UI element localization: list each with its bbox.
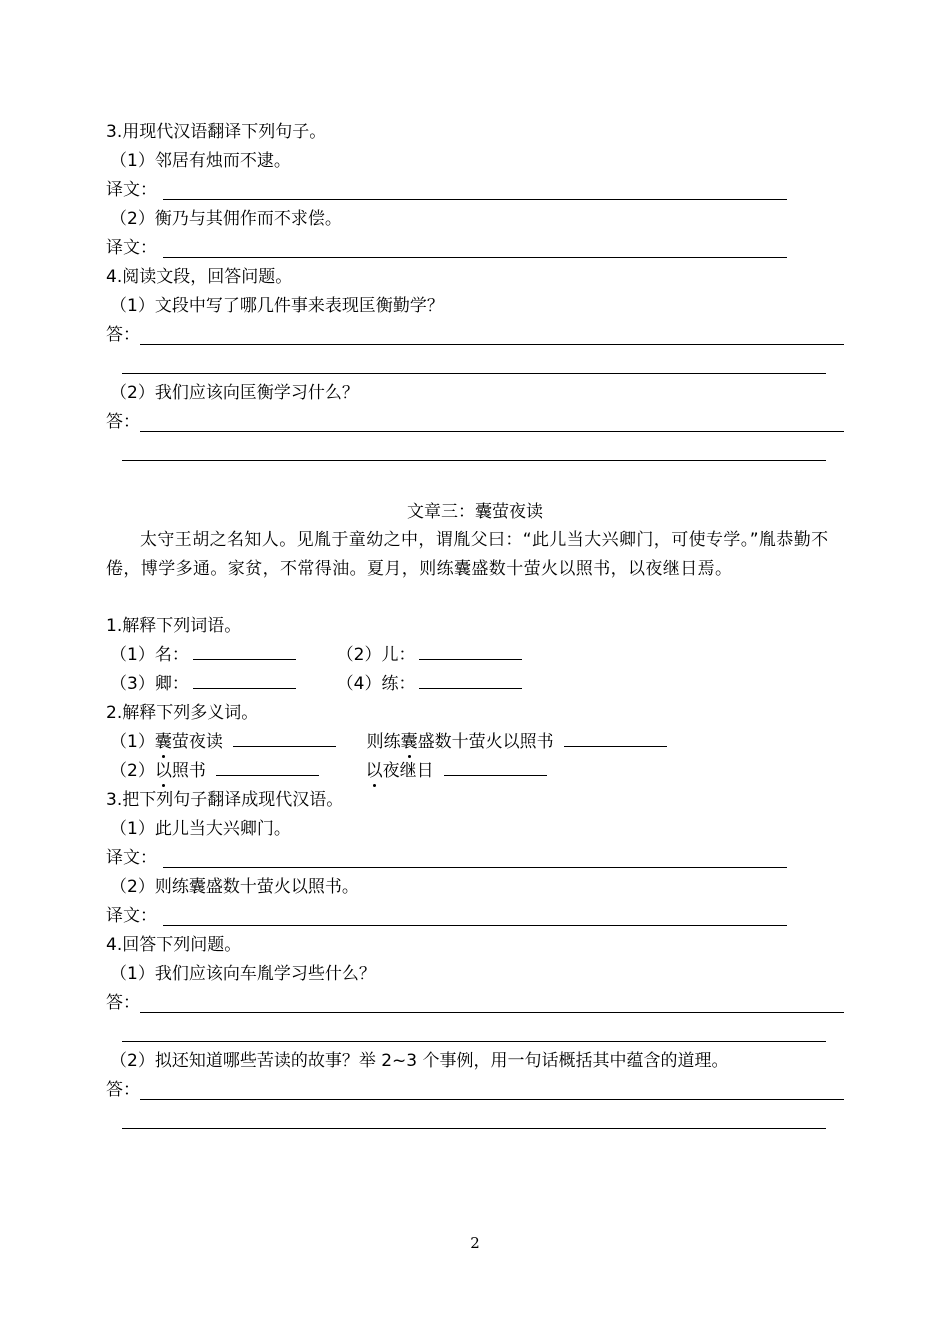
answer-blank[interactable] <box>419 643 522 660</box>
answer-label: 答： <box>106 412 140 432</box>
answer-label: 答： <box>106 1080 140 1100</box>
dotted-character: 以 <box>365 761 383 781</box>
question-1-row-1 <box>110 643 522 667</box>
phrase-text: 照书 <box>171 761 206 781</box>
question-2-row-2 <box>110 759 547 783</box>
answer-line[interactable] <box>122 460 826 461</box>
question-4-2: （2）我们应该向匡衡学习什么？ <box>110 383 359 403</box>
term-item: （1）名： <box>110 645 189 665</box>
answer-line[interactable] <box>140 344 844 345</box>
question-3-1: （1）邻居有烛而不逮。 <box>110 151 291 171</box>
phrase-text: 则练 <box>366 732 401 752</box>
dotted-character: 以 <box>154 761 172 781</box>
question-4-1: （1）我们应该向车胤学习些什么？ <box>110 964 376 984</box>
answer-line[interactable] <box>140 431 844 432</box>
answer-line[interactable] <box>163 257 787 258</box>
question-1-title: 1.解释下列词语。 <box>106 616 242 636</box>
term-item: （4）练： <box>336 674 416 694</box>
question-4-title: 4.回答下列问题。 <box>106 935 242 955</box>
article-title: 文章三：囊萤夜读 <box>407 502 543 522</box>
answer-blank[interactable] <box>444 759 547 776</box>
term-item: （2）儿： <box>336 645 416 665</box>
answer-label: 译文： <box>106 848 157 868</box>
answer-blank[interactable] <box>233 730 336 747</box>
answer-label: 答： <box>106 325 140 345</box>
phrase-text: 夜继日 <box>382 761 434 781</box>
question-4-2: （2）拟还知道哪些苦读的故事？举 2~3 个事例，用一句话概括其中蕴含的道理。 <box>110 1051 729 1071</box>
question-2-row-1 <box>110 730 667 754</box>
answer-line[interactable] <box>140 1012 844 1013</box>
dotted-character: 囊 <box>154 732 172 752</box>
answer-label: 答： <box>106 993 140 1013</box>
question-4-1: （1）文段中写了哪几件事来表现匡衡勤学？ <box>110 296 444 316</box>
term-item: （3）卿： <box>110 674 189 694</box>
answer-blank[interactable] <box>216 759 319 776</box>
question-4-title: 4.阅读文段，回答问题。 <box>106 267 293 287</box>
answer-label: 译文： <box>106 238 157 258</box>
dotted-character: 囊 <box>400 732 418 752</box>
phrase-text: 萤夜读 <box>171 732 223 752</box>
answer-line[interactable] <box>163 199 787 200</box>
question-3-title: 3.把下列句子翻译成现代汉语。 <box>106 790 344 810</box>
answer-line[interactable] <box>122 1128 826 1129</box>
page-number: 2 <box>470 1234 480 1252</box>
answer-line[interactable] <box>140 1099 844 1100</box>
answer-blank[interactable] <box>564 730 667 747</box>
question-3-2: （2）则练囊盛数十萤火以照书。 <box>110 877 359 897</box>
answer-blank[interactable] <box>193 672 296 689</box>
passage-text: 太守王胡之名知人。见胤于童幼之中，谓胤父曰：“此儿当大兴卿门，可使专学。”胤恭勤不倦，博学多通。家贫，不常得油。夏月，则练囊盛数十萤火以照书，以夜继日焉。 <box>106 530 829 579</box>
question-3-title: 3.用现代汉语翻译下列句子。 <box>106 122 327 142</box>
answer-blank[interactable] <box>193 643 296 660</box>
question-1-row-2 <box>110 672 522 696</box>
question-3-1: （1）此儿当大兴卿门。 <box>110 819 291 839</box>
question-3-2: （2）衡乃与其佣作而不求偿。 <box>110 209 342 229</box>
answer-label: 译文： <box>106 180 157 200</box>
answer-line[interactable] <box>122 1041 826 1042</box>
answer-line[interactable] <box>163 925 787 926</box>
answer-label: 译文： <box>106 906 157 926</box>
item-number: （1） <box>110 732 155 752</box>
item-number: （2） <box>110 761 155 781</box>
answer-line[interactable] <box>163 867 787 868</box>
question-2-title: 2.解释下列多义词。 <box>106 703 259 723</box>
article-passage <box>106 526 851 584</box>
answer-blank[interactable] <box>419 672 522 689</box>
phrase-text: 盛数十萤火以照书 <box>417 732 554 752</box>
answer-line[interactable] <box>122 373 826 374</box>
